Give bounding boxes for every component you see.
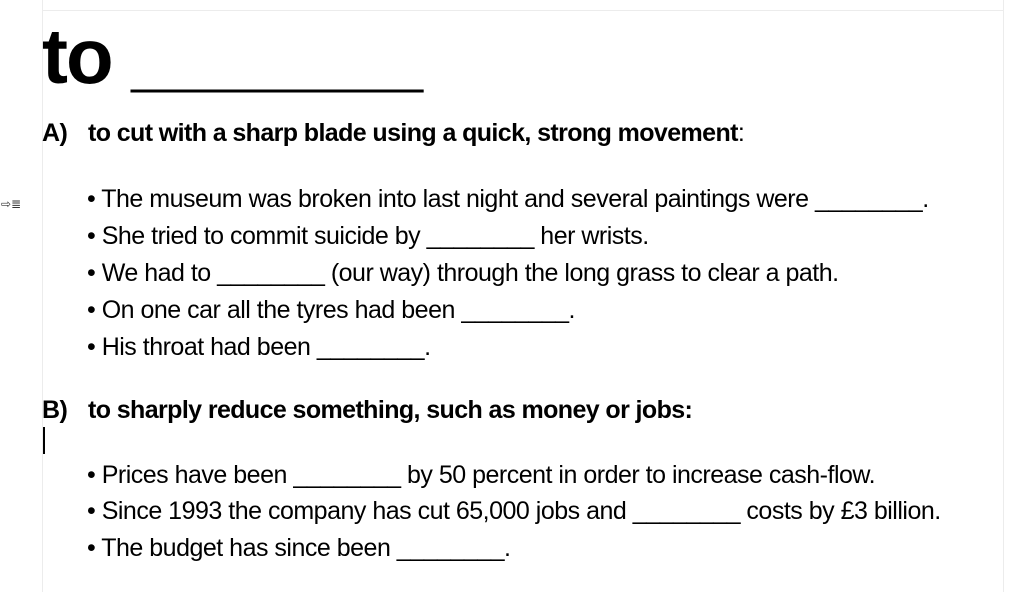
- section-b-definition: to sharply reduce something, such as money or jobs:: [88, 396, 693, 424]
- page-margin-right: [1003, 0, 1004, 592]
- sentence-b-2[interactable]: • Since 1993 the company has cut 65,000 jobs and ________ costs by £3 billion.: [87, 497, 941, 525]
- paragraph-style-marker-icon[interactable]: ⇨≣: [1, 197, 22, 211]
- section-b-letter: B): [42, 396, 68, 424]
- page-title[interactable]: to _______: [42, 12, 421, 100]
- sentence-b-1[interactable]: • Prices have been ________ by 50 percent in order to increase cash-flow.: [87, 461, 876, 489]
- text-caret: [43, 427, 45, 454]
- page-margin-top: [42, 10, 1004, 11]
- sentence-b-3[interactable]: • The budget has since been ________.: [87, 534, 511, 562]
- section-a-heading[interactable]: [42, 118, 744, 148]
- section-b-heading[interactable]: [42, 395, 692, 425]
- sentence-a-4[interactable]: • On one car all the tyres had been ________.: [87, 296, 575, 324]
- section-a-definition: to cut with a sharp blade using a quick, strong movement: [88, 119, 738, 147]
- section-a-letter: A): [42, 119, 68, 147]
- sentence-a-1[interactable]: • The museum was broken into last night and several paintings were ________.: [87, 185, 929, 213]
- section-a-colon: :: [737, 119, 745, 147]
- sentence-a-3[interactable]: • We had to ________ (our way) through the long grass to clear a path.: [87, 259, 839, 287]
- sentence-a-5[interactable]: • His throat had been ________.: [87, 333, 431, 361]
- sentence-a-2[interactable]: • She tried to commit suicide by ________ her wrists.: [87, 222, 649, 250]
